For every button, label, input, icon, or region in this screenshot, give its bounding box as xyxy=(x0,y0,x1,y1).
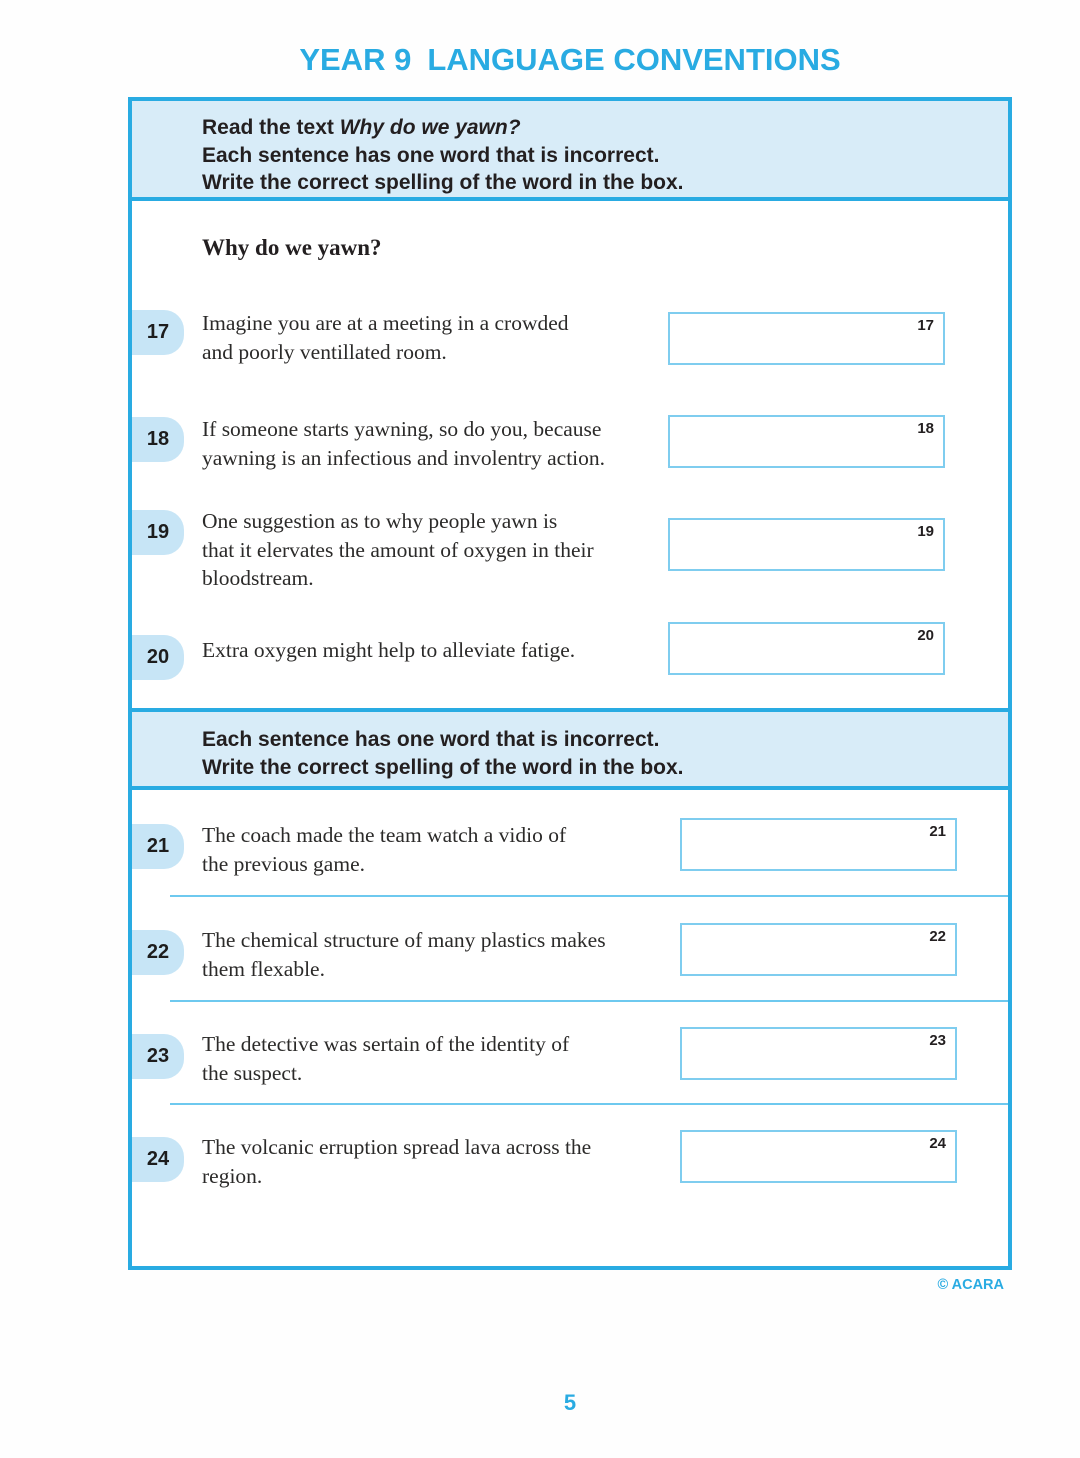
instruction-band-top xyxy=(132,101,1008,201)
question-24-line-1: The volcanic erruption spread lava across the xyxy=(202,1135,592,1159)
question-17-line-1: Imagine you are at a meeting in a crowded xyxy=(202,311,569,335)
question-19-line-2: that it elervates the amount of oxygen in their xyxy=(202,537,594,562)
question-21-text xyxy=(202,821,672,878)
question-22-number-badge: 22 xyxy=(132,930,184,975)
question-23-number-badge: 23 xyxy=(132,1034,184,1079)
answer-box-24[interactable] xyxy=(680,1130,957,1183)
copyright-notice: © ACARA xyxy=(937,1277,1004,1293)
instruction-mid-line-2: Write the correct spelling of the word in the box. xyxy=(202,756,684,779)
answer-box-19-number: 19 xyxy=(917,523,934,540)
answer-box-18-number: 18 xyxy=(917,420,934,437)
question-20-line-1: Extra oxygen might help to alleviate fatige. xyxy=(202,638,576,662)
answer-box-23-number: 23 xyxy=(929,1032,946,1049)
instruction-line-1 xyxy=(202,114,1008,142)
question-19-line-1: One suggestion as to why people yawn is xyxy=(202,509,558,533)
question-21-line-1: The coach made the team watch a vidio of xyxy=(202,823,567,847)
page-title-year: YEAR 9 xyxy=(299,42,412,77)
answer-box-24-number: 24 xyxy=(929,1135,946,1152)
question-18-line-1: If someone starts yawning, so do you, because xyxy=(202,417,602,441)
question-23-line-2: the suspect. xyxy=(202,1060,303,1085)
question-24-number-badge: 24 xyxy=(132,1137,184,1182)
question-divider xyxy=(170,1000,1008,1002)
question-20-number-badge: 20 xyxy=(132,635,184,680)
question-19-text xyxy=(202,507,672,593)
question-17-number-badge: 17 xyxy=(132,310,184,355)
answer-box-22[interactable] xyxy=(680,923,957,976)
question-21-line-2: the previous game. xyxy=(202,851,365,876)
answer-box-17[interactable] xyxy=(668,312,945,365)
question-24-line-2: region. xyxy=(202,1163,263,1188)
instruction-mid-line-1: Each sentence has one word that is incorrect. xyxy=(202,728,660,751)
answer-box-20-number: 20 xyxy=(917,627,934,644)
question-22-line-1: The chemical structure of many plastics makes xyxy=(202,928,606,952)
question-18-number-badge: 18 xyxy=(132,417,184,462)
answer-box-18[interactable] xyxy=(668,415,945,468)
page-number: 5 xyxy=(563,1390,577,1415)
question-23-line-1: The detective was sertain of the identity of xyxy=(202,1032,570,1056)
answer-box-17-number: 17 xyxy=(917,317,934,334)
question-20-text xyxy=(202,636,672,665)
question-divider xyxy=(170,1103,1008,1105)
answer-box-21[interactable] xyxy=(680,818,957,871)
page-title-subject: LANGUAGE CONVENTIONS xyxy=(427,42,841,77)
instruction-line-1-prefix: Read the text xyxy=(202,116,340,139)
instruction-line-1-text-title: Why do we yawn? xyxy=(339,116,521,139)
page-title xyxy=(128,42,1012,78)
answer-box-19[interactable] xyxy=(668,518,945,571)
question-22-line-2: them flexable. xyxy=(202,956,325,981)
answer-box-22-number: 22 xyxy=(929,928,946,945)
question-divider xyxy=(170,895,1008,897)
instruction-band-middle xyxy=(132,708,1008,790)
passage-heading: Why do we yawn? xyxy=(202,235,382,260)
answer-box-23[interactable] xyxy=(680,1027,957,1080)
question-21-number-badge: 21 xyxy=(132,824,184,869)
question-22-text xyxy=(202,926,672,983)
question-23-text xyxy=(202,1030,672,1087)
question-18-line-2: yawning is an infectious and involentry action. xyxy=(202,445,606,470)
question-19-number-badge: 19 xyxy=(132,510,184,555)
question-19-line-3: bloodstream. xyxy=(202,566,314,590)
question-24-text xyxy=(202,1133,672,1190)
instruction-line-2: Each sentence has one word that is incorrect. xyxy=(202,143,660,167)
question-17-line-2: and poorly ventillated room. xyxy=(202,339,447,364)
answer-box-20[interactable] xyxy=(668,622,945,675)
question-18-text xyxy=(202,415,672,472)
instruction-line-3: Write the correct spelling of the word in the box. xyxy=(202,171,684,194)
answer-box-21-number: 21 xyxy=(929,823,946,840)
question-17-text xyxy=(202,309,672,366)
worksheet-main-box xyxy=(128,97,1012,1270)
